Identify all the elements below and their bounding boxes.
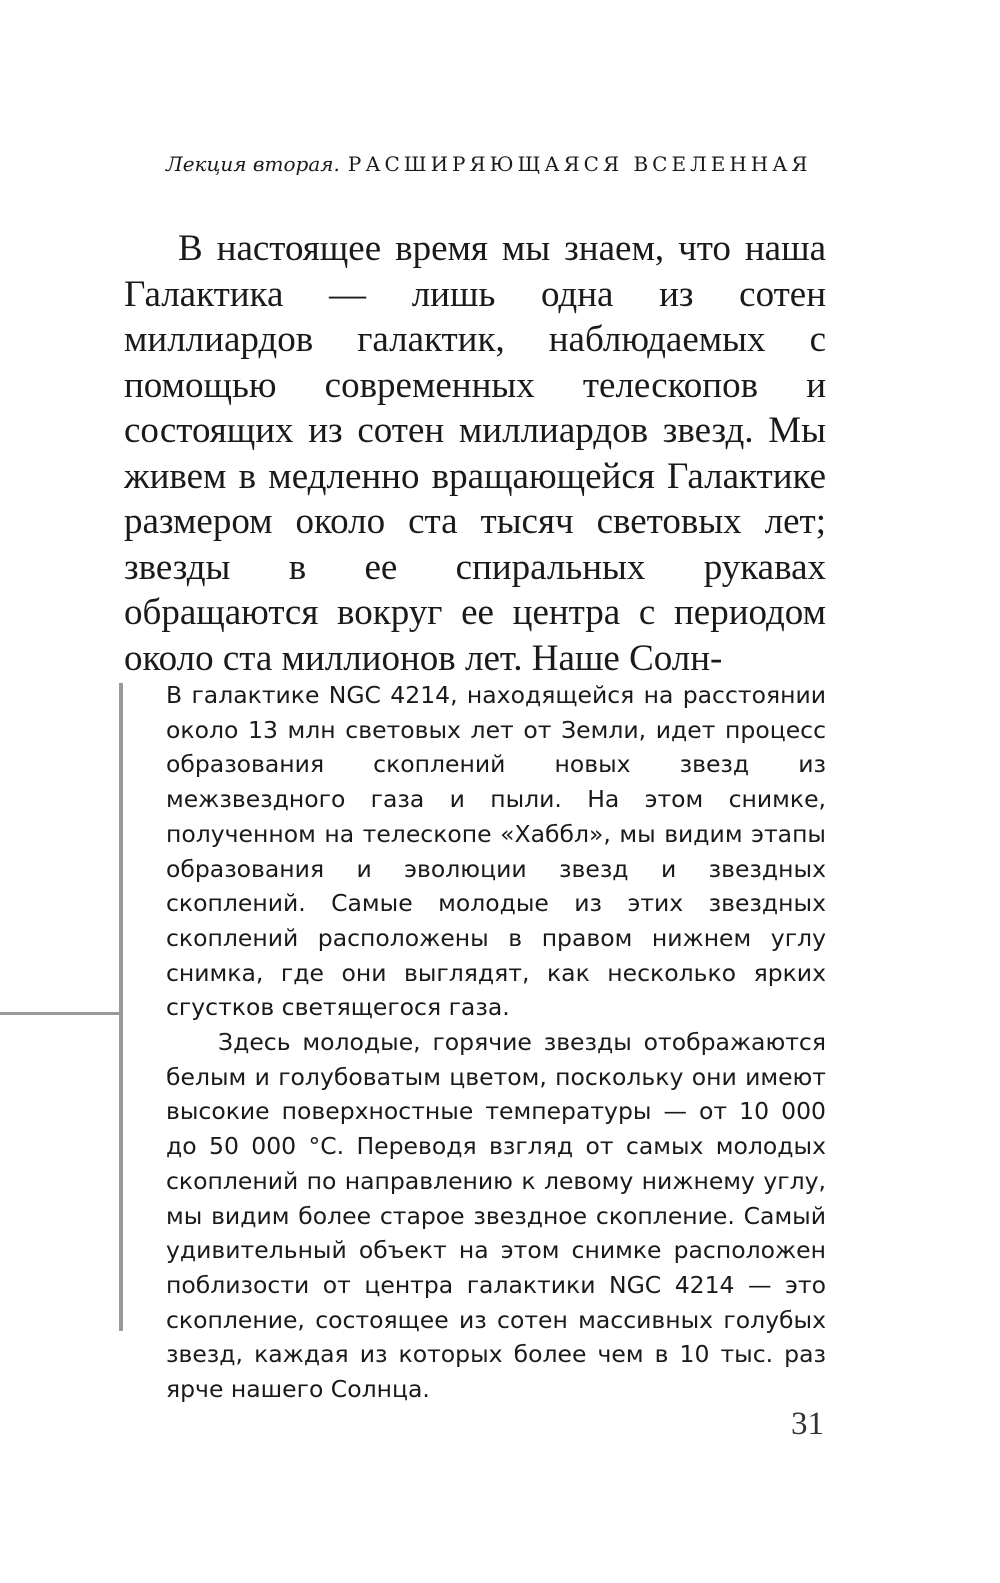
margin-line	[0, 1012, 121, 1015]
caption-paragraph-2: Здесь молодые, горячие звезды отображаются белым и голубоватым цветом, поскольку они имеют высокие поверхностные температуры — от 10 000 до 50 000 °C. Переводя взгляд от самых молодых скоплений по направлению к левому нижнему углу, мы видим более старое звездное скопление. Самый удивительный объект на этом снимке расположен поблизости от центра галактики NGC 4214 — это скопление, состоящее из сотен массивных голубых звезд, каждая из которых более чем в 10 тыс. раз ярче нашего Солнца.	[166, 1028, 826, 1404]
running-head	[166, 150, 812, 178]
page-number: 31	[791, 1406, 824, 1442]
sidebar-rule	[119, 683, 123, 1331]
main-text	[124, 226, 826, 681]
running-head-chapter: РАСШИРЯЮЩАЯСЯ ВСЕЛЕННАЯ	[347, 152, 812, 176]
running-head-lecture: Лекция вторая.	[166, 152, 340, 176]
main-paragraph: В настоящее время мы знаем, что наша Галактика — лишь одна из сотен миллиардов галактик, наблюдаемых с помощью современных телескопов и состоящих из сотен миллиардов звезд. Мы живем в медленно вращающейся Галактике размером около ста тысяч световых лет; звезды в ее спиральных рукавах обращаются вокруг ее центра с периодом около ста миллионов лет. Наше Солн-	[124, 228, 826, 679]
caption-paragraph-1: В галактике NGC 4214, находящейся на расстоянии около 13 млн световых лет от Земли, идет процесс образования скоплений новых звезд из межзвездного газа и пыли. На этом снимке, полученном на телескопе «Хаббл», мы видим этапы образования и эволюции звезд и звездных скоплений. Самые молодые из этих звездных скоплений расположены в правом нижнем углу снимка, где они выглядят, как несколько ярких сгустков светящегося газа.	[166, 681, 826, 1022]
image-caption-sidebar	[166, 678, 826, 1407]
